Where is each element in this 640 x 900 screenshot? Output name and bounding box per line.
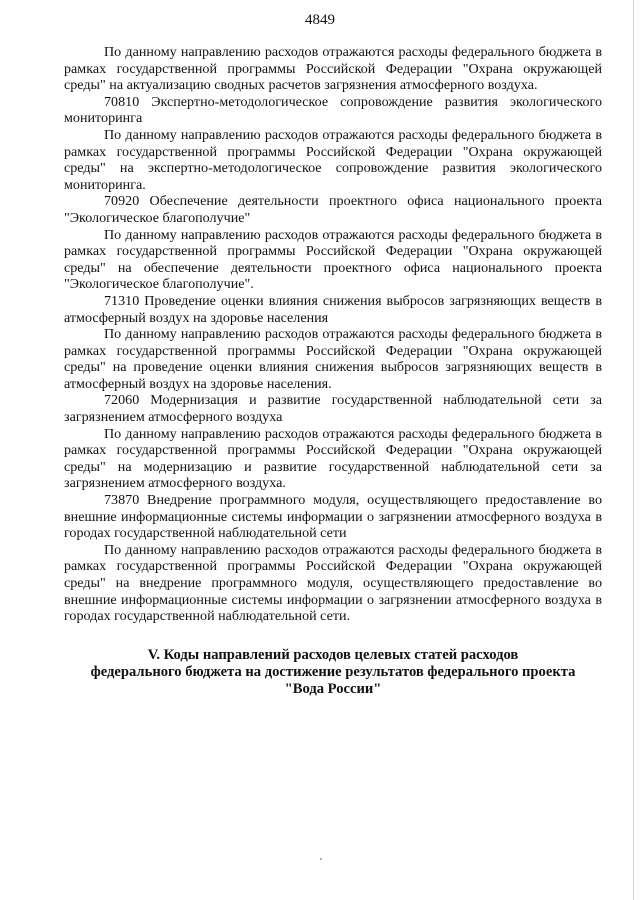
paragraph: По данному направлению расходов отражаются расходы федерального бюджета в рамках государственной программы Российской Федерации "Охрана окружающей среды" на внедрение программного модуля, осуществляющего предоставление во внешние информационные системы информации о загрязнении атмосферного воздуха в городах государственной наблюдательной сети. xyxy=(64,541,602,625)
paragraph: По данному направлению расходов отражаются расходы федерального бюджета в рамках государственной программы Российской Федерации "Охрана окружающей среды" на проведение оценки влияния снижения выбросов загрязняющих веществ в атмосферный воздух на здоровье населения. xyxy=(64,326,602,392)
paragraph: По данному направлению расходов отражаются расходы федерального бюджета в рамках государственной программы Российской Федерации "Охрана окружающей среды" на модернизацию и развитие государственной наблюдательной сети за загрязнением атмосферного воздуха. xyxy=(64,425,602,492)
expense-item-heading: 71310 Проведение оценки влияния снижения выбросов загрязняющих веществ в атмосферный воздух на здоровье населения xyxy=(64,292,602,326)
expense-item-heading: 73870 Внедрение программного модуля, осуществляющего предоставление во внешние информационные системы информации о загрязнении атмосферного воздуха в городах государственной наблюдательной сети xyxy=(64,492,602,542)
document-body xyxy=(64,44,602,698)
scan-speck xyxy=(320,858,322,860)
section-heading xyxy=(64,647,602,698)
paragraph: По данному направлению расходов отражаются расходы федерального бюджета в рамках государственной программы Российской Федерации "Охрана окружающей среды" на экспертно-методологическое сопровождение развития экологического мониторинга. xyxy=(64,126,602,193)
expense-item-heading: 70920 Обеспечение деятельности проектного офиса национального проекта "Экологическое благополучие" xyxy=(64,193,602,226)
paragraph: По данному направлению расходов отражаются расходы федерального бюджета в рамках государственной программы Российской Федерации "Охрана окружающей среды" на актуализацию сводных расчетов загрязнения атмосферного воздуха. xyxy=(64,44,602,94)
expense-item-heading: 70810 Экспертно-методологическое сопровождение развития экологического мониторинга xyxy=(64,93,602,127)
section-heading-line: "Вода России" xyxy=(284,680,382,697)
section-heading-line: V. Коды направлений расходов целевых статей расходов xyxy=(147,646,519,663)
scan-edge-line xyxy=(633,0,634,900)
paragraph: По данному направлению расходов отражаются расходы федерального бюджета в рамках государственной программы Российской Федерации "Охрана окружающей среды" на обеспечение деятельности проектного офиса национального проекта "Экологическое благополучие". xyxy=(64,226,602,293)
page-number: 4849 xyxy=(305,12,335,28)
expense-item-heading: 72060 Модернизация и развитие государственной наблюдательной сети за загрязнением атмосферного воздуха xyxy=(64,392,602,426)
section-heading-line: федерального бюджета на достижение результатов федерального проекта xyxy=(90,663,576,680)
